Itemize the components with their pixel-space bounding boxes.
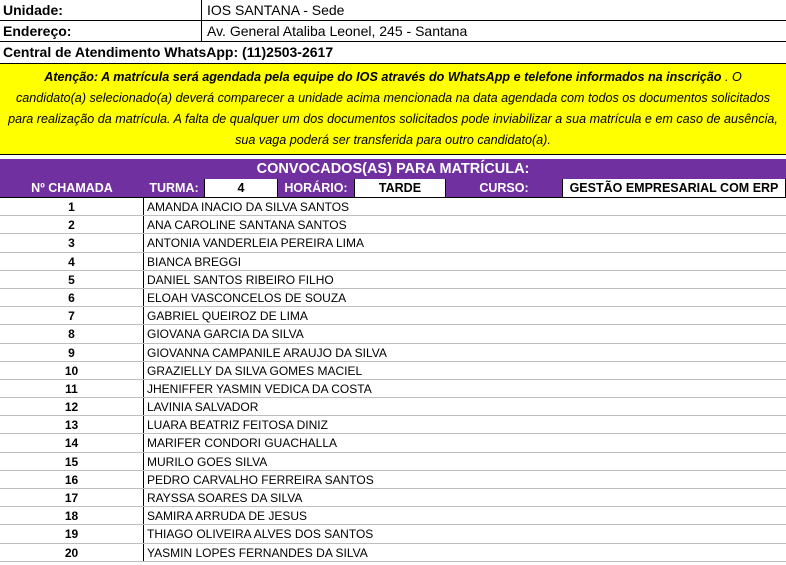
candidate-name: PEDRO CARVALHO FERREIRA SANTOS (147, 472, 374, 487)
table-row (0, 544, 786, 562)
convocados-banner: CONVOCADOS(AS) PARA MATRÍCULA: (0, 159, 786, 179)
header-row (0, 179, 786, 198)
chamada-number: 14 (0, 434, 144, 451)
table-row (0, 489, 786, 507)
central-atendimento: Central de Atendimento WhatsApp: (11)2503-2617 (0, 42, 786, 64)
endereco-value: Av. General Ataliba Leonel, 245 - Santana (207, 23, 468, 39)
chamada-number: 16 (0, 471, 144, 488)
chamada-number: 3 (0, 234, 144, 251)
chamada-number: 15 (0, 453, 144, 470)
chamada-number: 12 (0, 398, 144, 415)
attention-notice (0, 64, 786, 155)
chamada-number: 11 (0, 380, 144, 397)
table-row (0, 416, 786, 434)
table-row (0, 525, 786, 543)
table-row (0, 471, 786, 489)
unidade-label: Unidade: (0, 0, 202, 20)
chamada-number: 13 (0, 416, 144, 433)
convocados-list (0, 198, 786, 562)
table-row (0, 434, 786, 452)
horario-value: TARDE (354, 179, 446, 197)
chamada-number: 18 (0, 507, 144, 524)
table-row (0, 289, 786, 307)
candidate-name: RAYSSA SOARES DA SILVA (147, 491, 303, 505)
table-row (0, 344, 786, 362)
chamada-number: 5 (0, 271, 144, 288)
table-row (0, 198, 786, 216)
chamada-number: 20 (0, 544, 144, 561)
candidate-name: DANIEL SANTOS RIBEIRO FILHO (147, 272, 334, 287)
candidate-name: MURILO GOES SILVA (147, 454, 268, 469)
chamada-number: 8 (0, 325, 144, 342)
chamada-number: 2 (0, 216, 144, 233)
candidate-name: ANTONIA VANDERLEIA PEREIRA LIMA (147, 236, 364, 251)
chamada-number: 10 (0, 362, 144, 379)
turma-label: TURMA: (149, 181, 199, 195)
chamada-number: 17 (0, 489, 144, 506)
table-row (0, 253, 786, 271)
notice-bold: Atenção: A matrícula será agendada pela equipe do IOS através do WhatsApp e telefone informados na inscrição (44, 70, 722, 84)
chamada-number: 9 (0, 344, 144, 361)
table-row (0, 271, 786, 289)
curso-value: GESTÃO EMPRESARIAL COM ERP (562, 179, 786, 197)
chamada-header: Nº CHAMADA (31, 181, 113, 195)
table-row (0, 453, 786, 471)
table-row (0, 216, 786, 234)
candidate-name: LAVINIA SALVADOR (147, 400, 259, 415)
candidate-name: THIAGO OLIVEIRA ALVES DOS SANTOS (147, 527, 374, 542)
candidate-name: GRAZIELLY DA SILVA GOMES MACIEL (147, 363, 363, 378)
turma-value: 4 (204, 179, 278, 197)
table-row (0, 234, 786, 252)
chamada-number: 1 (0, 198, 144, 215)
candidate-name: GIOVANNA CAMPANILE ARAUJO DA SILVA (147, 345, 387, 360)
table-row (0, 380, 786, 398)
candidate-name: AMANDA INACIO DA SILVA SANTOS (147, 200, 350, 214)
table-row (0, 507, 786, 525)
table-row (0, 362, 786, 380)
candidate-name: JHENIFFER YASMIN VEDICA DA COSTA (147, 381, 372, 396)
candidate-name: ELOAH VASCONCELOS DE SOUZA (147, 290, 347, 305)
candidate-name: BIANCA BREGGI (147, 254, 242, 269)
candidate-name: GIOVANA GARCIA DA SILVA (147, 327, 304, 342)
chamada-number: 7 (0, 307, 144, 324)
horario-label: HORÁRIO: (284, 181, 348, 195)
candidate-name: YASMIN LOPES FERNANDES DA SILVA (147, 545, 368, 560)
candidate-name: LUARA BEATRIZ FEITOSA DINIZ (147, 418, 328, 433)
unidade-row (0, 0, 786, 21)
table-row (0, 398, 786, 416)
table-row (0, 307, 786, 325)
unidade-value: IOS SANTANA - Sede (207, 2, 345, 18)
notice-rest: . O candidato(a) selecionado(a) deverá comparecer a unidade acima mencionada na data agendada com todos os documentos solicitados para realização da matrícula. A falta de qualquer um dos documentos solicitados pode inviabilizar a sua matrícula e em caso de ausência, sua vaga poderá ser transferida para outro candidato(a). (8, 70, 778, 147)
endereco-label: Endereço: (0, 21, 202, 41)
curso-label: CURSO: (479, 181, 529, 195)
candidate-name: GABRIEL QUEIROZ DE LIMA (147, 309, 308, 324)
chamada-number: 19 (0, 525, 144, 542)
candidate-name: MARIFER CONDORI GUACHALLA (147, 436, 338, 451)
endereco-row (0, 21, 786, 42)
table-row (0, 325, 786, 343)
candidate-name: ANA CAROLINE SANTANA SANTOS (147, 218, 347, 233)
candidate-name: SAMIRA ARRUDA DE JESUS (147, 509, 308, 524)
chamada-number: 4 (0, 253, 144, 270)
chamada-number: 6 (0, 289, 144, 306)
